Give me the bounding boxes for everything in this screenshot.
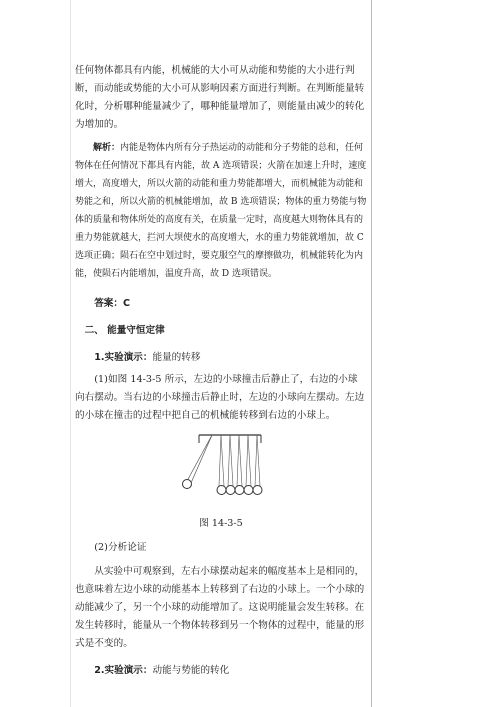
experiment-2-title: 动能与势能的转化 (152, 665, 230, 676)
analysis-label: 解析： (93, 143, 121, 153)
experiment-1-number: 1. (94, 352, 105, 363)
experiment-2-number: 2. (94, 665, 105, 676)
step-2-text: 分析论证 (107, 542, 147, 553)
intro-paragraph: 任何物体都具有内能，机械能的大小可从动能和势能的大小进行判断，而动能或势能的大小可从影响因素方面进行判断。在判断能量转化时，分析哪种能量减少了，哪种能量增加了，则能量由减少的转化为增加的。 (75, 65, 365, 130)
experiment-2-label: 实验演示： (104, 665, 153, 676)
experiment-1-heading (75, 349, 367, 367)
section-heading: 二、 能量守恒定律 (84, 325, 165, 336)
step-1-paragraph (75, 371, 367, 425)
step-2-heading (75, 539, 367, 557)
document-body (75, 62, 367, 680)
analysis-paragraph (75, 139, 367, 283)
experiment-1-title: 能量的转移 (152, 352, 201, 363)
answer-label: 答案： (94, 298, 123, 309)
left-margin-line (70, 0, 71, 707)
step-2-number: (2) (94, 542, 108, 553)
step-1-number: (1) (94, 374, 108, 385)
newtons-cradle-illustration (179, 431, 269, 501)
figure-caption: 图 14-3-5 (199, 518, 243, 529)
answer-line (75, 295, 367, 313)
experiment-1-label: 实验演示： (104, 352, 153, 363)
analysis-conclusion-paragraph: 从实验中可观察到，左右小球摆动起来的幅度基本上是相同的，也意味着左边小球的动能基本上转移到了右边的小球上。一个小球的动能减少了，另一个小球的动能增加了。这说明能量会发生转移。在发生转移时，能量从一个物体转移到另一个物体的过程中，能量的形式是不变的。 (75, 566, 365, 649)
analysis-text: 内能是物体内所有分子热运动的动能和分子势能的总和，任何物体在任何情况下都具有内能，故 A 选项错误；火箭在加速上升时，速度增大，高度增大，所以火箭的动能和重力势能都增大，而机械能为动能和势能之和，所以火箭的机械能增加，故 B 选项错误；物体的重力势能与物体的质量和物体所处的高度有关，在质量一定时，高度越大则物体具有的重力势能就越大，拦河大坝使水的高度增大，水的重力势能就增加，故 C 选项正确；陨石在空中划过时，要克服空气的摩擦做功，机械能转化为内能，使陨石内能增加，温度升高，故 D 选项错误。 (75, 143, 367, 279)
answer-value: C (122, 298, 131, 309)
step-1-text: 如图 14-3-5 所示，左边的小球撞击后静止了，右边的小球向右摆动。当右边的小球撞击后静止时，左边的小球向左摆动。左边的小球在撞击的过程中把自己的机械能转移到右边的小球上。 (75, 374, 365, 421)
figure-14-3-5 (75, 431, 367, 515)
experiment-2-heading (75, 662, 367, 680)
right-margin-line (371, 0, 372, 707)
